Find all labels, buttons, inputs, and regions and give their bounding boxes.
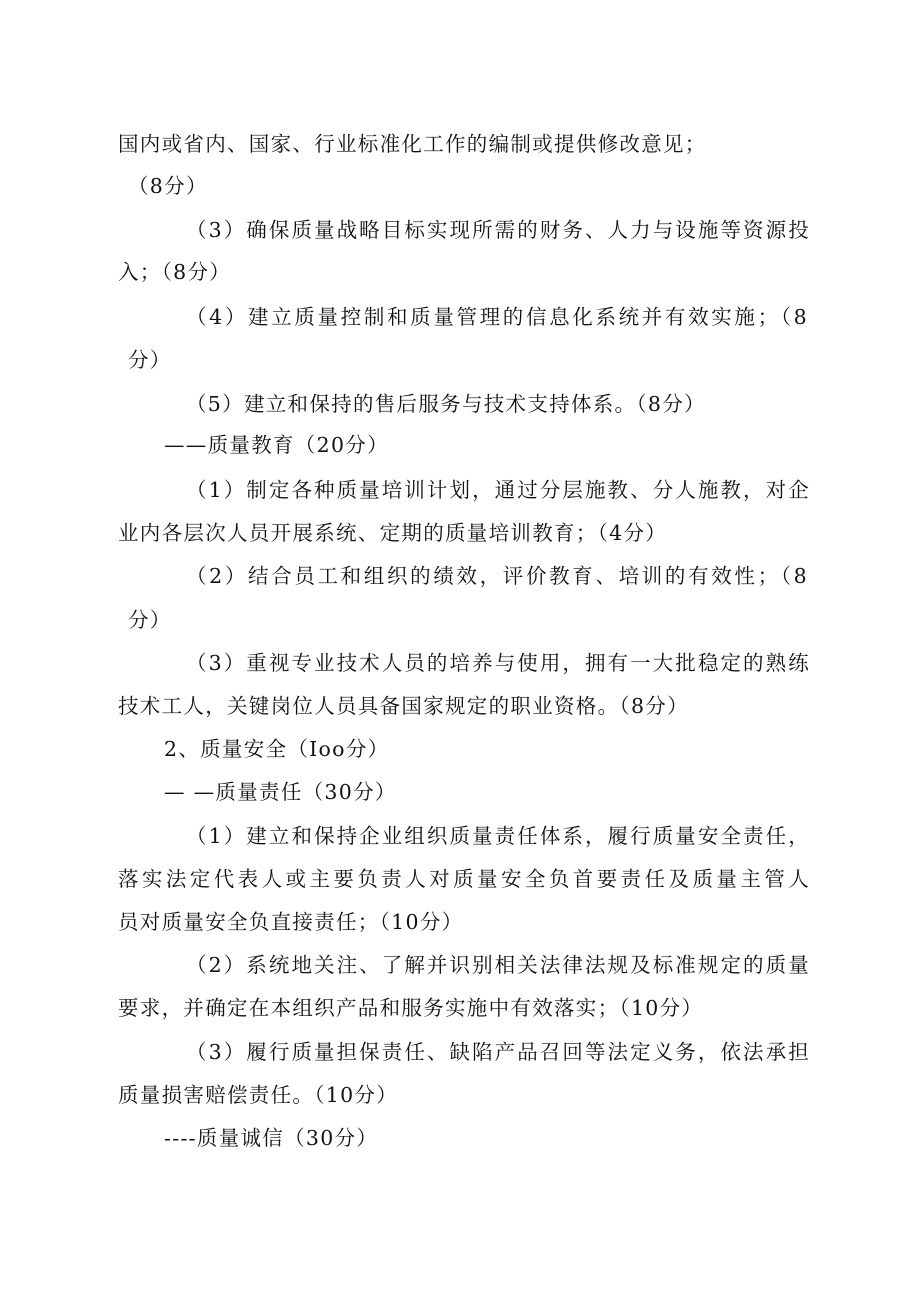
text-line-1: 国内或省内、国家、行业标准化工作的编制或提供修改意见；: [118, 132, 707, 156]
section-heading-quality-education: ——质量教育（20分）: [164, 433, 389, 457]
text-line-20: （2）系统地关注、了解并识别相关法律法规及标准规定的质量: [186, 953, 810, 977]
text-line-22: （3）履行质量担保责任、缺陷产品召回等法定义务，依法承担: [186, 1040, 810, 1064]
text-line-5: （4）建立质量控制和质量管理的信息化系统并有效实施；（8: [186, 305, 808, 329]
text-line-12: 分）: [128, 608, 172, 632]
text-line-18: 落实法定代表人或主要负责人对质量安全负首要责任及质量主管人: [118, 867, 810, 891]
text-line-9: （1）制定各种质量培训计划，通过分层施教、分人施教，对企: [186, 478, 810, 502]
section-heading-quality-safety: 2、质量安全（Ioo分）: [164, 737, 390, 761]
text-line-3: （3）确保质量战略目标实现所需的财务、人力与设施等资源投: [186, 218, 810, 242]
text-line-14: 技术工人，关键岗位人员具备国家规定的职业资格。（8分）: [118, 694, 689, 718]
text-line-13: （3）重视专业技术人员的培养与使用，拥有一大批稳定的熟练: [186, 651, 810, 675]
text-line-17: （1）建立和保持企业组织质量责任体系，履行质量安全责任，: [186, 824, 810, 848]
text-line-11: （2）结合员工和组织的绩效，评价教育、培训的有效性；（8: [186, 564, 808, 588]
text-line-4: 入；（8分）: [118, 260, 232, 284]
text-line-6: 分）: [128, 348, 172, 372]
section-heading-quality-responsibility: — —质量责任（30分）: [164, 780, 397, 804]
text-line-7: （5）建立和保持的售后服务与技术支持体系。（8分）: [186, 392, 706, 416]
text-line-23: 质量损害赔偿责任。（10分）: [118, 1083, 399, 1107]
text-line-10: 业内各层次人员开展系统、定期的质量培训教育；（4分）: [118, 521, 668, 545]
section-heading-quality-integrity: ----质量诚信（30分）: [164, 1126, 379, 1150]
text-line-2: （8分）: [128, 174, 208, 198]
text-line-19: 员对质量安全负直接责任；（10分）: [118, 910, 464, 934]
text-line-21: 要求，并确定在本组织产品和服务实施中有效落实；（10分）: [118, 996, 704, 1020]
